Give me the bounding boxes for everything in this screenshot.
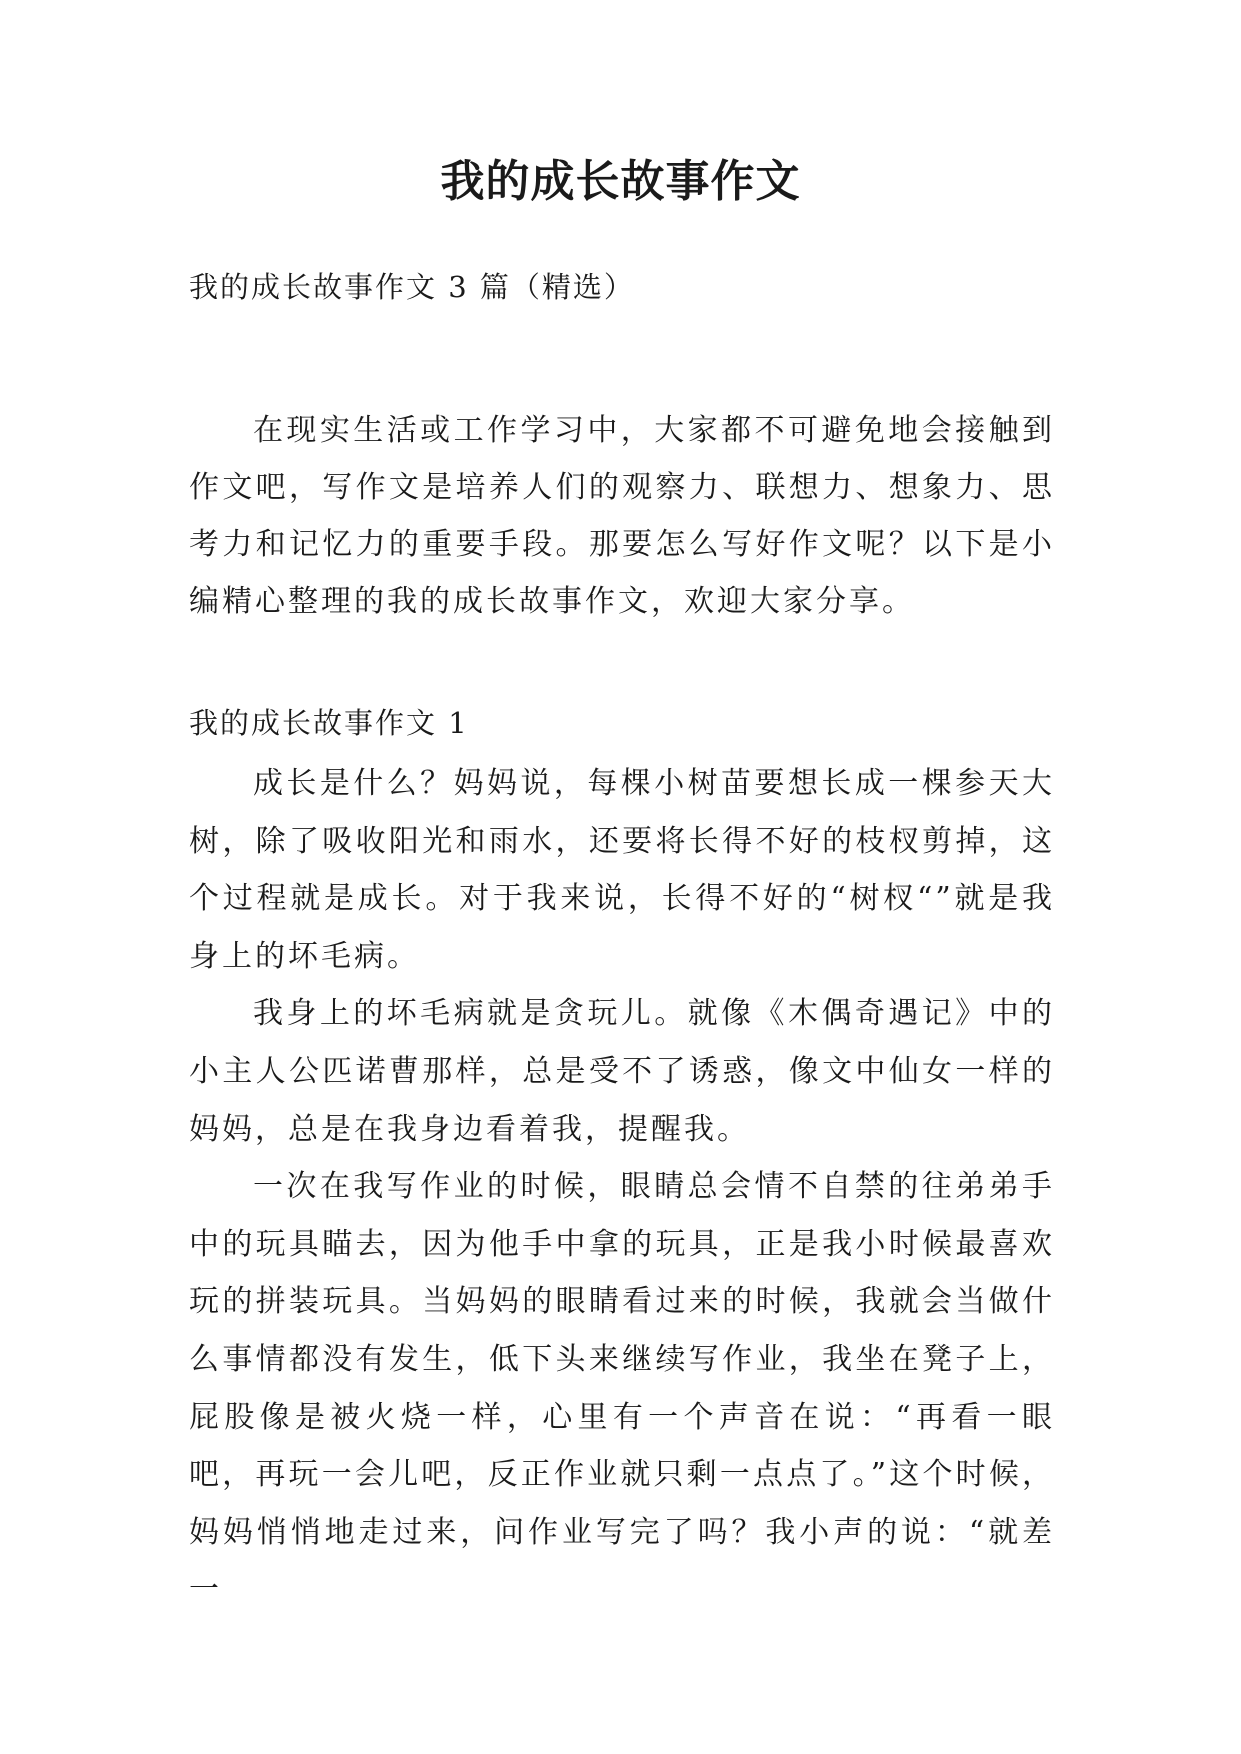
document-subtitle: 我的成长故事作文 3 篇（精选） <box>189 270 635 304</box>
body-paragraph-3: 一次在我写作业的时候，眼睛总会情不自禁的往弟弟手中的玩具瞄去，因为他手中拿的玩具，正是我小时候最喜欢玩的拼装玩具。当妈妈的眼睛看过来的时候，我就会当做什么事情都没有发生，低下头来继续写作业，我坐在凳子上，屁股像是被火烧一样，心里有一个声音在说：“再看一眼吧，再玩一会儿吧，反正作业就只剩一点点了。”这个时候，妈妈悄悄地走过来，问作业写完了吗？我小声的说：“就差一 <box>189 1169 1055 1608</box>
body-paragraph-1: 成长是什么？妈妈说，每棵小树苗要想长成一棵参天大树，除了吸收阳光和雨水，还要将长得不好的枝杈剪掉，这个过程就是成长。对于我来说，长得不好的“树杈“”就是我身上的坏毛病。 <box>189 766 1055 974</box>
intro-paragraph: 在现实生活或工作学习中，大家都不可避免地会接触到作文吧，写作文是培养人们的观察力、联想力、想象力、思考力和记忆力的重要手段。那要怎么写好作文呢？以下是小编精心整理的我的成长故事作文，欢迎大家分享。 <box>189 413 1055 619</box>
essay-body <box>189 755 1055 1619</box>
body-paragraph-2: 我身上的坏毛病就是贪玩儿。就像《木偶奇遇记》中的小主人公匹诺曹那样，总是受不了诱惑，像文中仙女一样的妈妈，总是在我身边看着我，提醒我。 <box>189 996 1055 1147</box>
section-heading: 我的成长故事作文 1 <box>189 706 469 740</box>
document-title: 我的成长故事作文 <box>440 156 801 207</box>
